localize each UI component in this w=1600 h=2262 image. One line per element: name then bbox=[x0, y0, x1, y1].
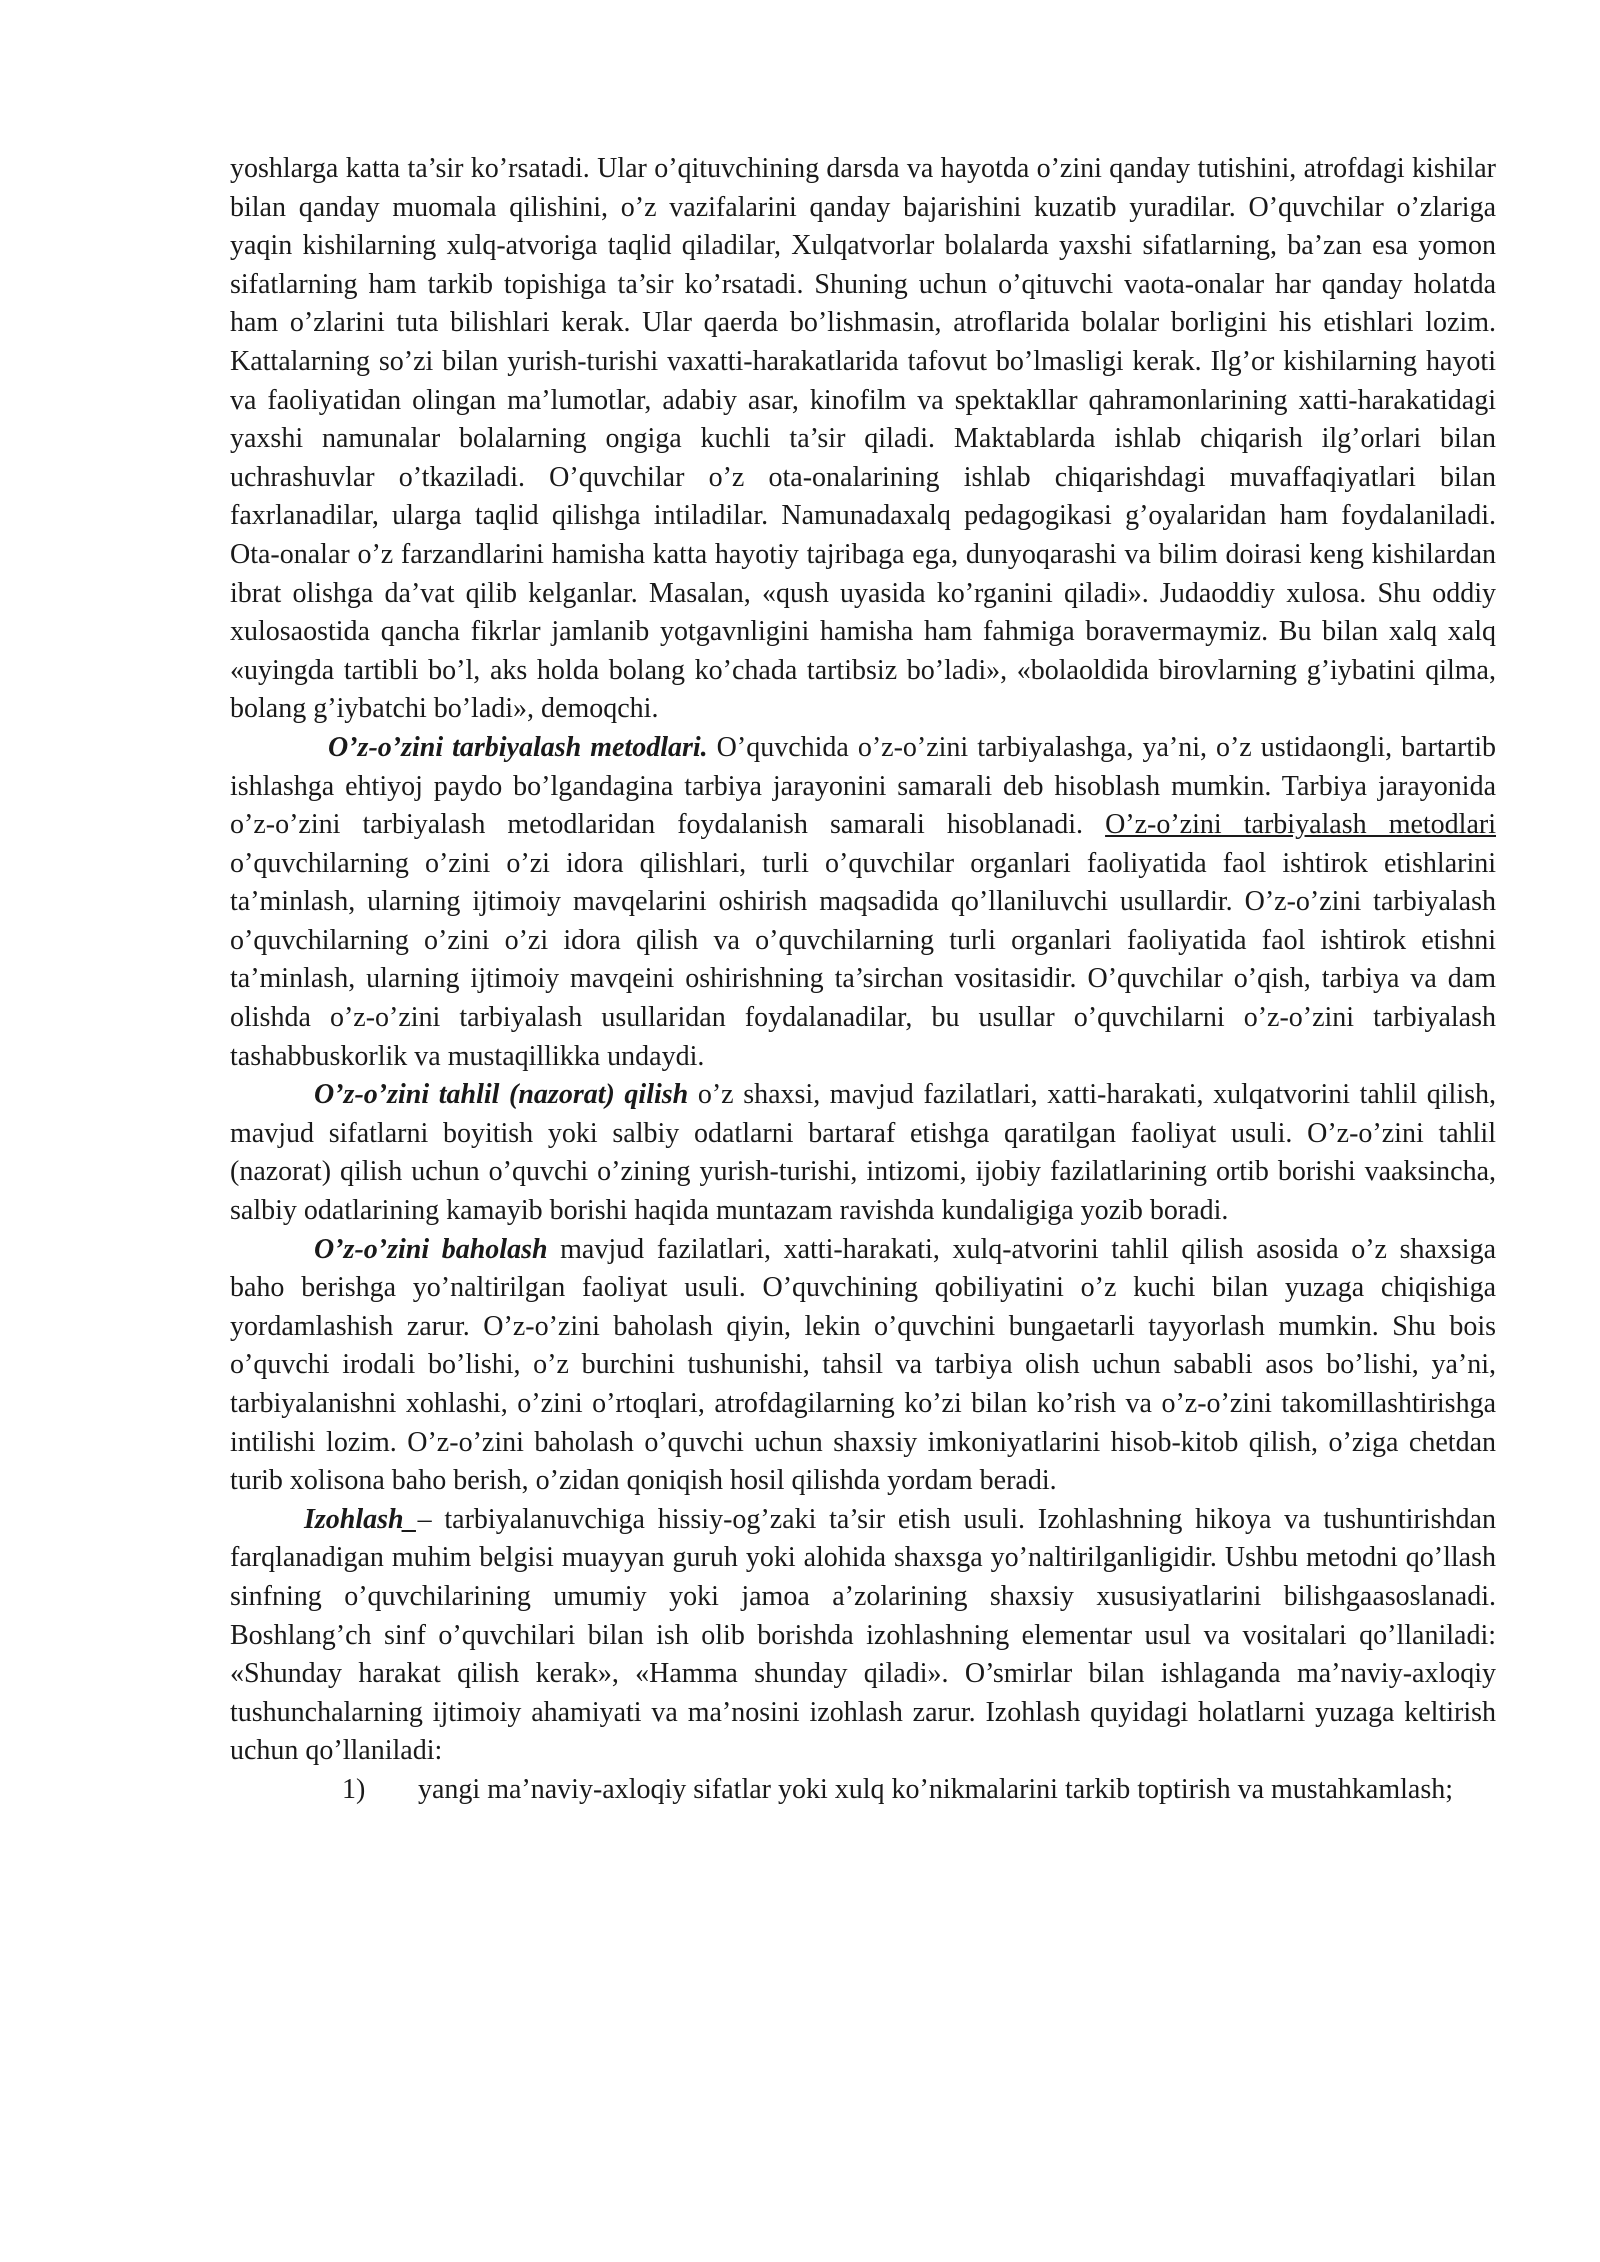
section-heading-self-analysis: O’z-o’zini tahlil (nazorat) qilish bbox=[314, 1079, 689, 1111]
list-item bbox=[230, 1771, 1496, 1810]
paragraph-self-analysis bbox=[230, 1076, 1496, 1230]
paragraph-explanation bbox=[230, 1501, 1496, 1771]
paragraph-intro: yoshlarga katta ta’sir ko’rsatadi. Ular o’qituvchining darsda va hayotda o’zini qanday tutishini, atrofdagi kishilar bilan qanday muomala qilishini, o’z vazifalarini qanday bajarishini kuzatib yuradilar. O’quvchilar o’zlariga yaqin kishilarning xulq-atvoriga taqlid qiladilar, Xulqatvorlar bolalarda yaxshi sifatlarning, ba’zan esa yomon sifatlarning ham tarkib topishiga ta’sir ko’rsatadi. Shuning uchun o’qituvchi vaota-onalar har qanday holatda ham o’zlarini tuta bilishlari kerak. Ular qaerda bo’lishmasin, atroflarida bolalar borligini his etishlari lozim. Kattalarning so’zi bilan yurish-turishi vaxatti-harakatlarida tafovut bo’lmasligi kerak. Ilg’or kishilarning hayoti va faoliyatidan olingan ma’lumotlar, adabiy asar, kinofilm va spektakllar qahramonlarining xatti-harakatidagi yaxshi namunalar bolalarning ongiga kuchli ta’sir qiladi. Maktablarda ishlab chiqarish ilg’orlari bilan uchrashuvlar o’tkaziladi. O’quvchilar o’z ota-onalarining ishlab chiqarishdagi muvaffaqiyatlari bilan faxrlanadilar, ularga taqlid qilishga intiladilar. Namunadaxalq pedagogikasi g’oyalaridan ham foydalaniladi. Ota-onalar o’z farzandlarini hamisha katta hayotiy tajribaga ega, dunyoqarashi va bilim doirasi keng kishilardan ibrat olishga da’vat qilib kelganlar. Masalan, «qush uyasida ko’rganini qiladi». Judaoddiy xulosa. Shu oddiy xulosaostida qancha fikrlar jamlanib yotgavnligini hamisha ham fahmiga boravermaymiz. Bu bilan xalq xalq «uyingda tartibli bo’l, aks holda bolang ko’chada tartibsiz bo’ladi», «bolaoldida birovlarning g’iybatini qilma, bolang g’iybatchi bo’ladi», demoqchi. bbox=[230, 153, 1496, 725]
underlined-term: O’z-o’zini tarbiyalash metodlari bbox=[1105, 809, 1496, 841]
paragraph-text: o’z shaxsi, mavjud fazilatlari, xatti-harakati, xulqatvorini tahlil qilish, mavjud sifatlarni boyitish yoki salbiy odatlarni bartaraf etishga qaratilgan faoliyat usuli. O’z-o’zini tahlil (nazorat) qilish uchun o’quvchi o’zining yurish-turishi, intizomi, ijobiy fazilatlarining ortib borishi vaaksincha, salbiy odatlarining kamayib borishi haqida muntazam ravishda kundaligiga yozib boradi. bbox=[230, 1079, 1496, 1227]
section-heading-self-education: O’z-o’zini tarbiyalash metodlari. bbox=[328, 731, 708, 763]
document-page bbox=[230, 150, 1496, 1810]
paragraph-self-assessment bbox=[230, 1231, 1496, 1501]
section-heading-self-assessment: O’z-o’zini baholash bbox=[314, 1233, 548, 1265]
section-heading-explanation: Izohlash_ bbox=[304, 1503, 418, 1535]
list-item-number: 1) bbox=[342, 1773, 366, 1805]
list-item-text: yangi ma’naviy-axloqiy sifatlar yoki xulq ko’nikmalarini tarkib toptirish va mustahkamlash; bbox=[418, 1773, 1454, 1805]
paragraph-text: O’quvchida o’z-o’zini tarbiyalashga, ya’ni, o’z ustidaongli, bartartib ishlashga ehtiyoj paydo bo’lgandagina tarbiya jarayonini samarali deb hisoblash mumkin. Tarbiya jarayonida o’z-o’zini tarbiyalash metodlaridan foydalanish samarali hisoblanadi. bbox=[230, 731, 1496, 841]
paragraph-text: mavjud fazilatlari, xatti-harakati, xulq-atvorini tahlil qilish asosida o’z shaxsiga baho berishga yo’naltirilgan faoliyat usuli. O’quvchining qobiliyatini o’z kuchi bilan yuzaga chiqishiga yordamlashish zarur. O’z-o’zini baholash qiyin, lekin o’quvchini bungaetarli tayyorlash mumkin. Shu bois o’quvchi irodali bo’lishi, o’z burchini tushunishi, tahsil va tarbiya olish uchun sababli asos bo’lishi, ya’ni, tarbiyalanishni xohlashi, o’zini o’rtoqlari, atrofdagilarning ko’zi bilan ko’rish va o’z-o’zini takomillashtirishga intilishi lozim. O’z-o’zini baholash o’quvchi uchun shaxsiy imkoniyatlarini hisob-kitob qilish, o’ziga chetdan turib xolisona baho berish, o’zidan qoniqish hosil qilishda yordam beradi. bbox=[230, 1233, 1497, 1497]
paragraph-self-education-methods bbox=[230, 729, 1496, 1076]
paragraph-text: – tarbiyalanuvchiga hissiy-og’zaki ta’sir etish usuli. Izohlashning hikoya va tushuntirishdan farqlanadigan muhim belgisi muayyan guruh yoki alohida shaxsga yo’naltirilganligidir. Ushbu metodni qo’llash sinfning o’quvchilarining umumiy yoki jamoa a’zolarining shaxsiy xususiyatlarini bilishgaasoslanadi. Boshlang’ch sinf o’quvchilari bilan ish olib borishda izohlashning elementar usul va vositalari qo’llaniladi: «Shunday harakat qilish kerak», «Hamma shunday qiladi». O’smirlar bilan ishlaganda ma’naviy-axloqiy tushunchalarning ijtimoiy ahamiyati va ma’nosini izohlash zarur. Izohlash quyidagi holatlarni yuzaga keltirish uchun qo’llaniladi: bbox=[230, 1503, 1496, 1767]
paragraph-text: o’quvchilarning o’zini o’zi idora qilishlari, turli o’quvchilar organlari faoliyatida faol ishtirok etishlarini ta’minlash, ularning ijtimoiy mavqelarini oshirish maqsadida qo’llaniluvchi usullardir. O’z-o’zini tarbiyalash o’quvchilarning o’zini o’zi idora qilish va o’quvchilarning turli organlari faoliyatida faol ishtirok etishni ta’minlash, ularning ijtimoiy mavqeini oshirishning ta’sirchan vositasidir. O’quvchilar o’qish, tarbiya va dam olishda o’z-o’zini tarbiyalash usullaridan foydalanadilar, bu usullar o’quvchilarni o’z-o’zini tarbiyalash tashabbuskorlik va mustaqillikka undaydi. bbox=[230, 847, 1496, 1072]
